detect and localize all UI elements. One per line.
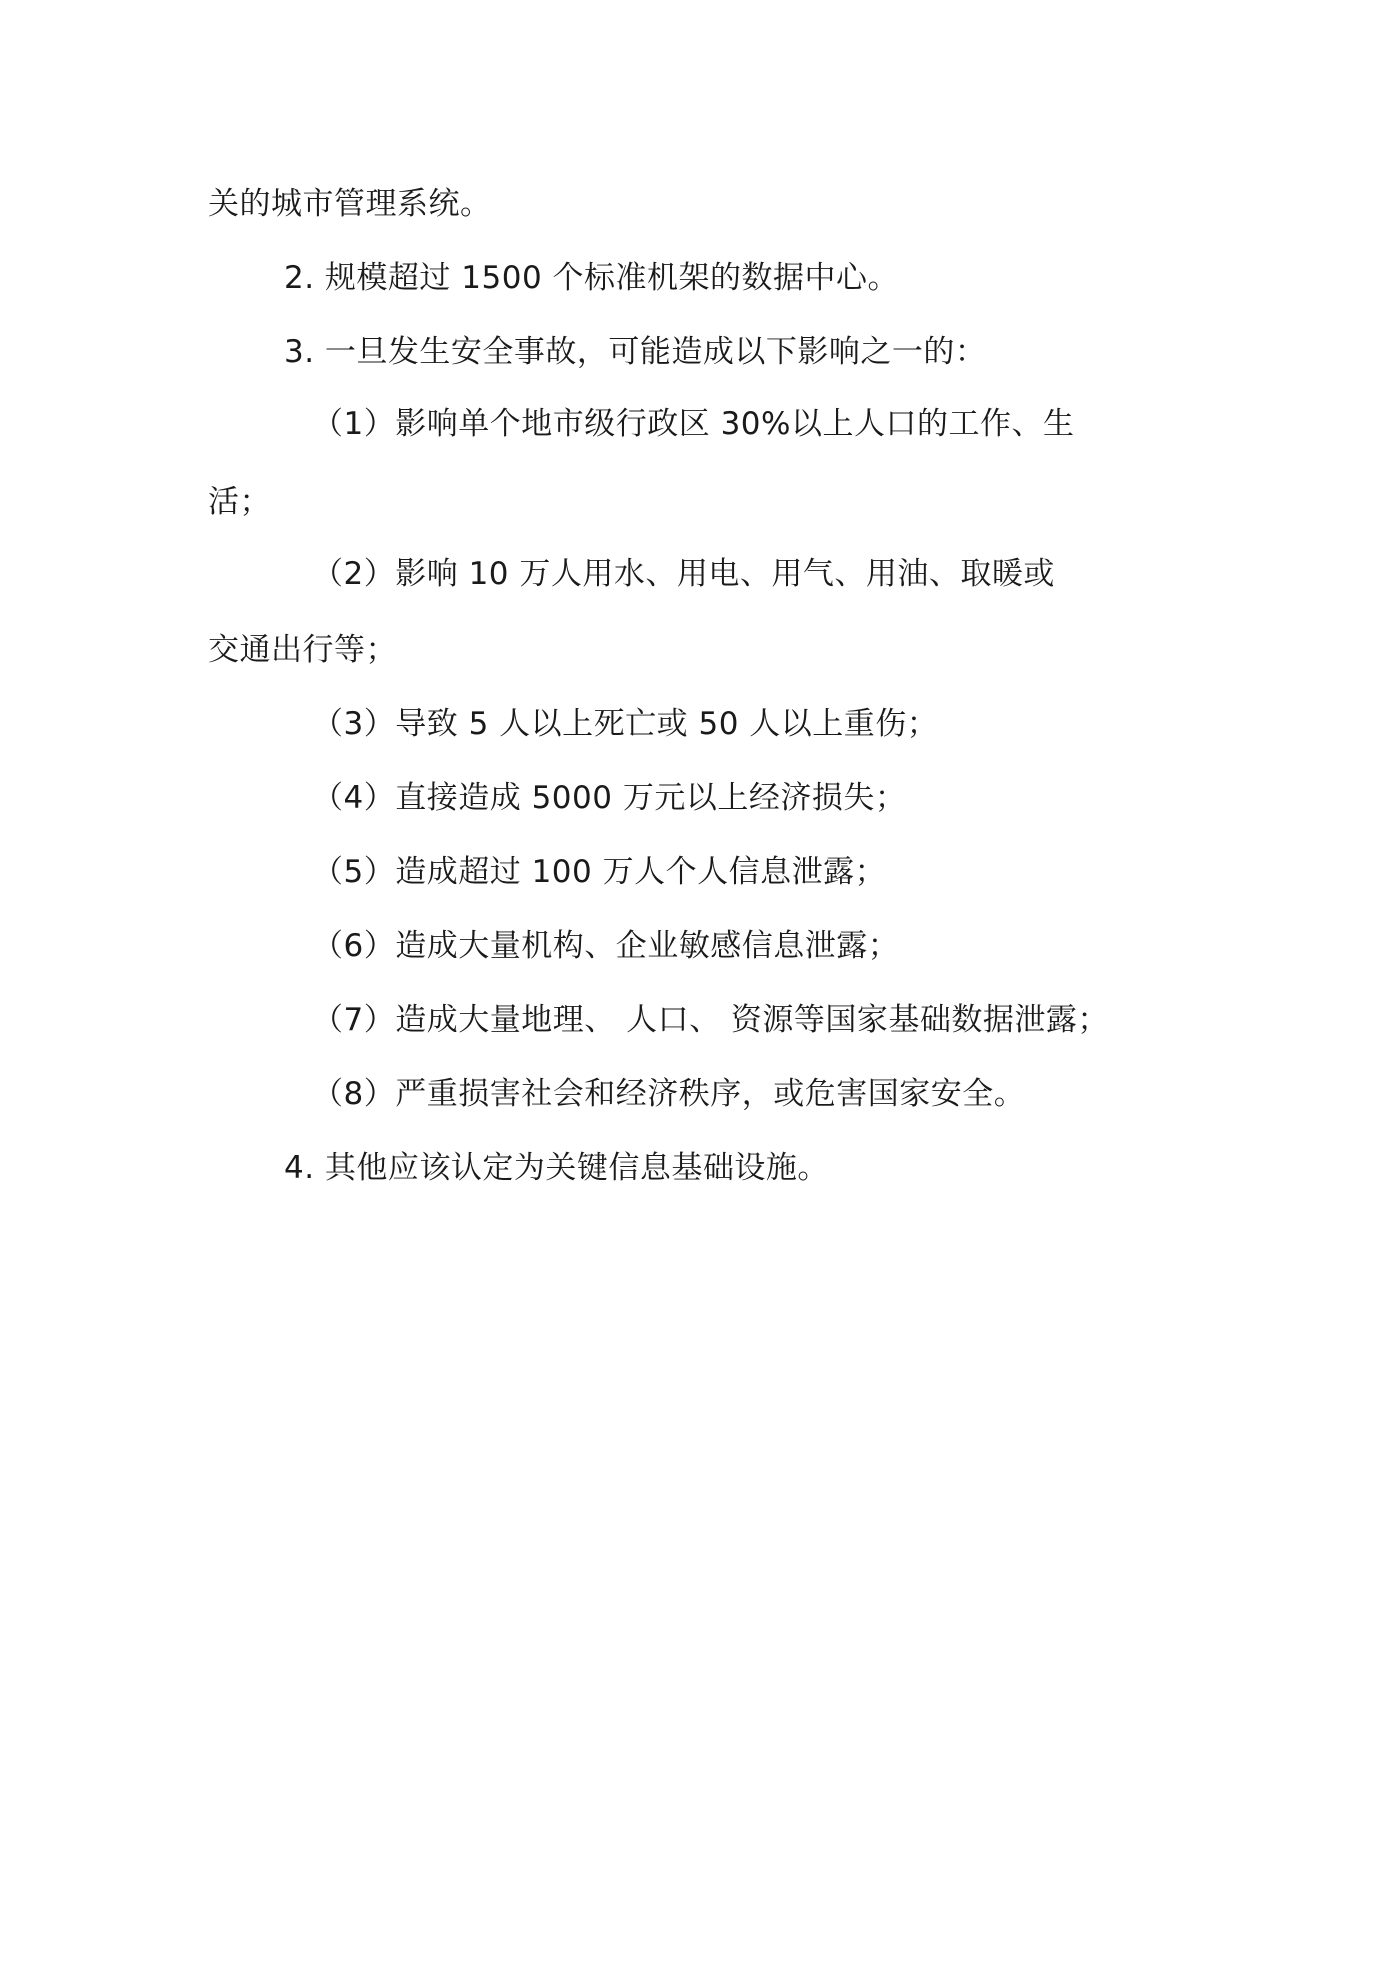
list-item-3: 3. 一旦发生安全事故，可能造成以下影响之一的： xyxy=(284,334,987,370)
sub-item-2: （2）影响 10 万人用水、用电、用气、用油、取暖或 xyxy=(312,556,1055,592)
sub-item-3: （3）导致 5 人以上死亡或 50 人以上重伤； xyxy=(312,706,939,742)
sub-item-5: （5）造成超过 100 万人个人信息泄露； xyxy=(312,854,887,890)
sub-item-2-continuation: 交通出行等； xyxy=(208,632,397,668)
sub-item-1-continuation: 活； xyxy=(208,484,271,520)
sub-item-7: （7）造成大量地理、 人口、 资源等国家基础数据泄露； xyxy=(312,1002,1109,1038)
list-item-4: 4. 其他应该认定为关键信息基础设施。 xyxy=(284,1150,829,1186)
sub-item-8: （8）严重损害社会和经济秩序，或危害国家安全。 xyxy=(312,1076,1026,1112)
paragraph-continuation: 关的城市管理系统。 xyxy=(208,186,492,222)
sub-item-6: （6）造成大量机构、企业敏感信息泄露； xyxy=(312,928,900,964)
list-item-2: 2. 规模超过 1500 个标准机架的数据中心。 xyxy=(284,260,900,296)
sub-item-1: （1）影响单个地市级行政区 30%以上人口的工作、生 xyxy=(312,406,1075,442)
sub-item-4: （4）直接造成 5000 万元以上经济损失； xyxy=(312,780,907,816)
